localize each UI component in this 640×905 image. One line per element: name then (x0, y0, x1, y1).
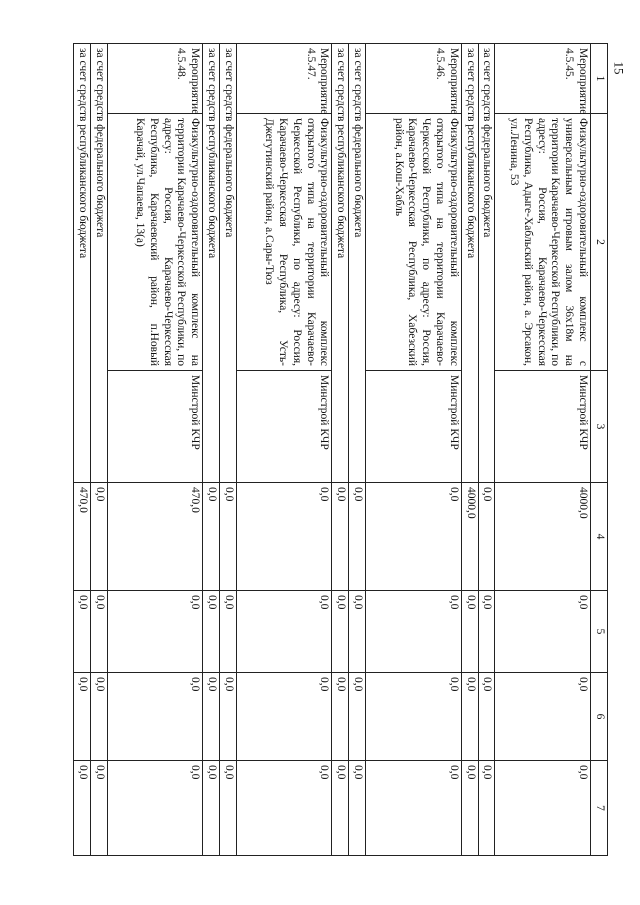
value-cell: 0,0 (90, 591, 107, 673)
measure-executor: Минстрой КЧР (495, 371, 590, 483)
header-cell: 2 (590, 114, 607, 371)
value-cell: 0,0 (332, 483, 349, 591)
value-cell: 0,0 (478, 673, 495, 761)
funding-label: за счет средств федерального бюджета (220, 44, 237, 483)
value-cell: 0,0 (203, 761, 220, 856)
header-cell: 1 (590, 44, 607, 114)
measure-row (237, 44, 332, 856)
value-cell: 0,0 (495, 591, 590, 673)
funding-label: за счет средств федерального бюджета (478, 44, 495, 483)
value-cell: 0,0 (332, 761, 349, 856)
funding-row (461, 44, 478, 856)
value-cell: 0,0 (349, 761, 366, 856)
funding-label: за счет средств республиканского бюджета (461, 44, 478, 483)
value-cell: 0,0 (107, 673, 202, 761)
value-cell: 0,0 (366, 483, 461, 591)
value-cell: 0,0 (332, 673, 349, 761)
value-cell: 0,0 (90, 673, 107, 761)
funding-row (478, 44, 495, 856)
measure-row (107, 44, 202, 856)
value-cell: 0,0 (237, 591, 332, 673)
funding-label: за счет средств республиканского бюджета (74, 44, 91, 483)
value-cell: 0,0 (220, 483, 237, 591)
funding-row (203, 44, 220, 856)
value-cell: 0,0 (90, 483, 107, 591)
value-cell: 0,0 (478, 761, 495, 856)
value-cell: 0,0 (237, 761, 332, 856)
measure-executor: Минстрой КЧР (237, 371, 332, 483)
measure-row (495, 44, 590, 856)
measure-executor: Минстрой КЧР (366, 371, 461, 483)
value-cell: 0,0 (203, 673, 220, 761)
value-cell: 0,0 (349, 483, 366, 591)
value-cell: 0,0 (74, 761, 91, 856)
measure-description: Физкультурно-оздоровительный комплекс с универсальным игровым залом 36х18м на территории Карачаево-Черкесской Республики, по адресу: Россия, Карачаево-Черкесская Республика, Адыге-Хабльский район, а. Эрсакон, ул.Ленина, 53 (495, 114, 590, 371)
funding-label: за счет средств республиканского бюджета (332, 44, 349, 483)
value-cell: 0,0 (107, 591, 202, 673)
budget-table (73, 43, 608, 856)
value-cell: 0,0 (203, 591, 220, 673)
value-cell: 0,0 (495, 673, 590, 761)
funding-label: за счет средств федерального бюджета (349, 44, 366, 483)
value-cell: 0,0 (107, 761, 202, 856)
page-number: 15 (611, 61, 627, 75)
header-cell: 5 (590, 591, 607, 673)
measure-id: Мероприятие 4.5.46. (366, 44, 461, 114)
value-cell: 0,0 (237, 483, 332, 591)
measure-description: Физкультурно-оздоровительный комплекс открытого типа на территории Карачаево-Черкесской Республики, по адресу: Россия, Карачаево-Черкесская Республика, Усть-Джегутинский район, а.Сары-Тюз (237, 114, 332, 371)
value-cell: 0,0 (366, 761, 461, 856)
table-wrapper (73, 43, 608, 855)
funding-label: за счет средств федерального бюджета (90, 44, 107, 483)
measure-row (366, 44, 461, 856)
header-cell: 7 (590, 761, 607, 856)
value-cell: 0,0 (237, 673, 332, 761)
value-cell: 0,0 (332, 591, 349, 673)
value-cell: 0,0 (90, 761, 107, 856)
measure-id: Мероприятие 4.5.47. (237, 44, 332, 114)
funding-row (74, 44, 91, 856)
value-cell: 0,0 (461, 761, 478, 856)
header-cell: 4 (590, 483, 607, 591)
value-cell: 0,0 (478, 591, 495, 673)
measure-description: Физкультурно-оздоровительный комплекс на территории Карачаево-Черкесской Республики, по адресу: Россия, Карачаево-Черкесская Республика, Карачаевский район, п.Новый Карачай, ул.Чапаева, 13(а) (107, 114, 202, 371)
measure-executor: Минстрой КЧР (107, 371, 202, 483)
value-cell: 0,0 (366, 673, 461, 761)
value-cell: 470,0 (74, 483, 91, 591)
rotated-page (73, 43, 608, 855)
value-cell: 0,0 (349, 591, 366, 673)
measure-id: Мероприятие 4.5.45. (495, 44, 590, 114)
value-cell: 4000,0 (495, 483, 590, 591)
measure-description: Физкультурно-оздоровительный комплекс открытого типа на территории Карачаево-Черкесской Республики, по адресу: Россия, Карачаево-Черкесская Республика, Хабезский район, а.Кош-Хабль (366, 114, 461, 371)
value-cell: 0,0 (74, 673, 91, 761)
value-cell: 0,0 (220, 761, 237, 856)
value-cell: 0,0 (495, 761, 590, 856)
funding-label: за счет средств республиканского бюджета (203, 44, 220, 483)
measure-id: Мероприятие 4.5.48. (107, 44, 202, 114)
value-cell: 0,0 (461, 673, 478, 761)
value-cell: 0,0 (349, 673, 366, 761)
value-cell: 470,0 (107, 483, 202, 591)
funding-row (220, 44, 237, 856)
value-cell: 0,0 (461, 591, 478, 673)
header-row (590, 44, 607, 856)
value-cell: 0,0 (366, 591, 461, 673)
value-cell: 0,0 (203, 483, 220, 591)
value-cell: 0,0 (220, 591, 237, 673)
value-cell: 0,0 (74, 591, 91, 673)
header-cell: 6 (590, 673, 607, 761)
funding-row (349, 44, 366, 856)
funding-row (332, 44, 349, 856)
header-cell: 3 (590, 371, 607, 483)
value-cell: 0,0 (220, 673, 237, 761)
value-cell: 4000,0 (461, 483, 478, 591)
funding-row (90, 44, 107, 856)
value-cell: 0,0 (478, 483, 495, 591)
